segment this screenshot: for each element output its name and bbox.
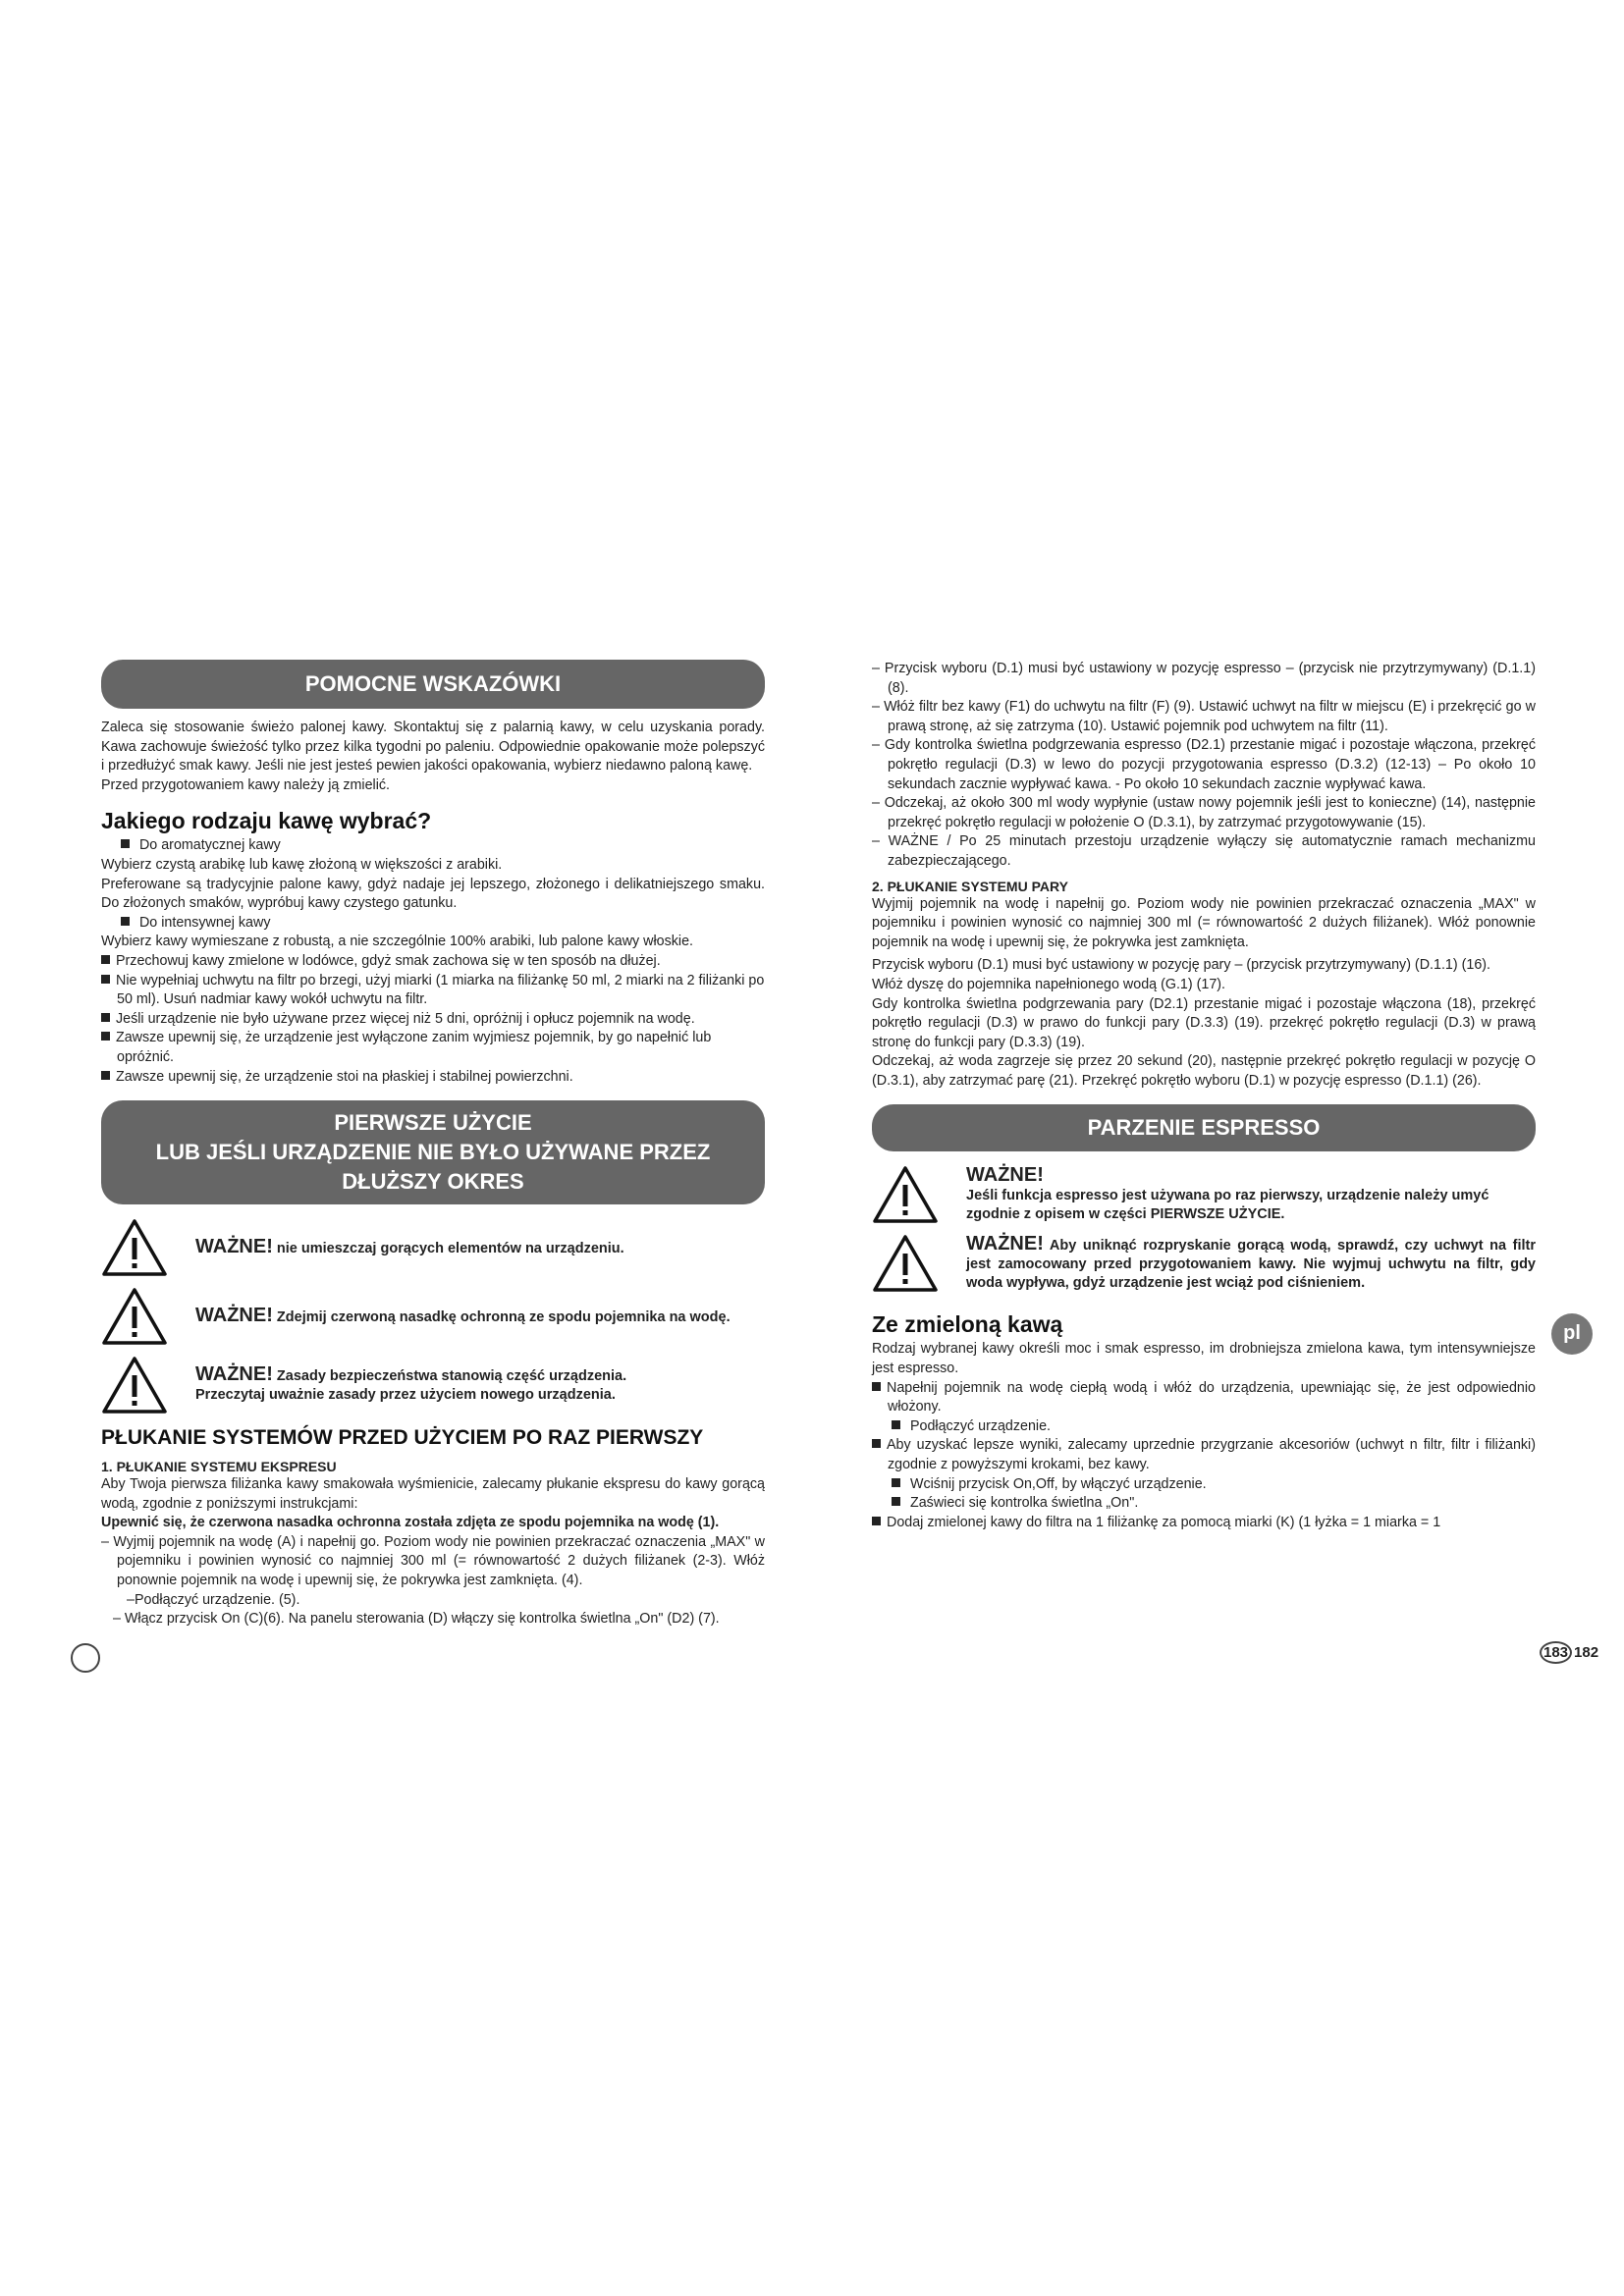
page-numbers	[1540, 1641, 1600, 1664]
ground-coffee-bullet-3: Dodaj zmielonej kawy do filtra na 1 filiżankę za pomocą miarki (K) (1 łyżka = 1 miarka = 1	[872, 1514, 1536, 1533]
espresso-warning-2	[872, 1234, 1536, 1293]
intense-paragraph-1: Wybierz kawy wymieszane z robustą, a nie szczególnie 100% arabiki, lub palone kawy włoskie.	[101, 934, 694, 950]
espresso-banner	[872, 1104, 1536, 1151]
square-bullet-icon	[892, 1497, 900, 1506]
ground-coffee-bullet-1: Napełnij pojemnik na wodę ciepłą wodą i włóż do urządzenia, upewniając się, że jest odpowiednio włożony.	[872, 1379, 1536, 1417]
tip-bullet: Jeśli urządzenie nie było używane przez więcej niż 5 dni, opróżnij i opłucz pojemnik na wodę.	[101, 1010, 765, 1030]
espresso-warning-text-1: WAŻNE! Jeśli funkcja espresso jest używana po raz pierwszy, urządzenie należy umyć zgodnie z opisem w części PIERWSZE UŻYCIE.	[966, 1163, 1489, 1222]
square-bullet-icon	[121, 917, 130, 926]
rinse-steam-heading: 2. PŁUKANIE SYSTEMU PARY	[872, 878, 1068, 894]
square-bullet-icon	[101, 1032, 110, 1041]
warning-triangle-icon	[101, 1287, 168, 1346]
left-column	[101, 660, 765, 1629]
rinse-steam-paragraph-2: Przycisk wyboru (D.1) musi być ustawiony w pozycję pary – (przycisk przytrzymywany) (D.1.1) (16).	[872, 957, 1490, 974]
espresso-step-2: – Włóż filtr bez kawy (F1) do uchwytu na filtr (F) (9). Ustawić uchwyt na filtr w miejscu (E) i przekręcić go w prawą stronę, aż się zatrzyma (10). Ustawić pojemnik pod uchwytem na filtr (11).	[872, 699, 1536, 734]
tip-bullet: Przechowuj kawy zmielone w lodówce, gdyż smak zachowa się w ten sposób na dłużej.	[101, 952, 765, 972]
rinse-espresso-paragraph: Aby Twoja pierwsza filiżanka kawy smakowała wyśmienicie, zalecamy płukanie ekspresu do kawy gorącą wodą, zgodnie z poniższymi instrukcjami:	[101, 1476, 765, 1512]
rinse-espresso-bold-note: Upewnić się, że czerwona nasadka ochronna została zdjęta ze spodu pojemnika na wodę (1).	[101, 1515, 720, 1531]
aromatic-paragraph-2: Preferowane są tradycyjnie palone kawy, gdyż nadaje jej lepszego, złożonego i delikatniejszego smaku. Do złożonych smaków, wypróbuj kawy czystego gatunku.	[101, 876, 765, 912]
rinse-espresso-step-3: – Włącz przycisk On (C)(6). Na panelu sterowania (D) włączy się kontrolka świetlna „On" (D2) (7).	[113, 1611, 720, 1628]
ground-coffee-bullet-2: Aby uzyskać lepsze wyniki, zalecamy uprzednie przygrzanie akcesoriów (uchwyt n filtr, filtr i filiżanki) zgodnie z powyższymi krokami, bez kawy.	[872, 1436, 1536, 1474]
rinse-espresso-step-2: –Podłączyć urządzenie. (5).	[127, 1591, 300, 1608]
espresso-warning-text-2: WAŻNE! Aby uniknąć rozpryskanie gorącą wodą, sprawdź, czy uchwyt na filtr jest zamocowany przed przygotowaniem kawy. Nie wyjmuj uchwytu na filtr, gdy woda wypływa, gdyż urządzenie jest wciąż pod ciśnieniem.	[966, 1232, 1536, 1291]
tips-banner	[101, 660, 765, 709]
espresso-step-4: – Odczekaj, aż około 300 ml wody wypłynie (ustaw nowy pojemnik jeśli jest to konieczne) (14), następnie przekręć pokrętło regulacji w położenie O (D.3.1), by zatrzymać przygotowywanie (15).	[872, 795, 1536, 830]
first-use-banner-line-1: PIERWSZE UŻYCIE	[334, 1110, 532, 1136]
aromatic-paragraph-1: Wybierz czystą arabikę lub kawę złożoną w większości z arabiki.	[101, 856, 503, 873]
tips-paragraph-1: Zaleca się stosowanie świeżo palonej kawy. Skontaktuj się z palarnią kawy, w celu uzyskania porady. Kawa zachowuje świeżość tylko przez kilka tygodni po paleniu. Odpowiednie opakowanie może polepszyć i przedłużyć smak kawy. Jeśli nie jest jesteś pewien jakości opakowania, wybierz niedawno paloną kawę.	[101, 720, 765, 774]
ground-coffee-sub-1: Podłączyć urządzenie.	[872, 1417, 1536, 1437]
rinse-steam-paragraph-4: Gdy kontrolka świetlna podgrzewania pary (D2.1) przestanie migać i pozostaje włączona (18), przekręć pokrętło regulacji (D.3) w prawo do funkcji pary (D.3.3) (19). przekręć pokrętło regulacji (D.3) w prawą stronę do funkcji pary (D.3.3) (19).	[872, 995, 1536, 1050]
page-number-right: 182	[1574, 1644, 1599, 1661]
rinse-steam-paragraph-3: Włóż dyszę do pojemnika napełnionego wodą (G.1) (17).	[872, 976, 1225, 992]
right-column	[872, 660, 1536, 1532]
square-bullet-icon	[101, 1013, 110, 1022]
square-bullet-icon	[101, 1071, 110, 1080]
warning-triangle-icon	[872, 1234, 939, 1293]
ground-coffee-paragraph: Rodzaj wybranej kawy określi moc i smak espresso, im drobniejsza zmielona kawa, tym intensywniejsze jest espresso.	[872, 1341, 1536, 1377]
tips-banner-title: POMOCNE WSKAZÓWKI	[304, 671, 562, 696]
first-use-banner	[101, 1100, 765, 1204]
intense-label: Do intensywnej kawy	[101, 914, 765, 934]
square-bullet-icon	[892, 1478, 900, 1487]
espresso-warning-1	[872, 1165, 1536, 1224]
warning-triangle-icon	[872, 1165, 939, 1224]
warning-triangle-icon	[101, 1218, 168, 1277]
square-bullet-icon	[101, 955, 110, 964]
rinse-steam-paragraph-1: Wyjmij pojemnik na wodę i napełnij go. Poziom wody nie powinien przekraczać oznaczenia „MAX" w pojemniku i powinien wynosić co najmniej 300 ml (= równowartość 2 dużych filiżanek). Włóż ponownie pojemnik na wodę i upewnij się, że pokrywka jest zamknięta.	[872, 895, 1536, 950]
square-bullet-icon	[872, 1439, 881, 1448]
first-use-banner-line-2: LUB JEŚLI URZĄDZENIE NIE BYŁO UŻYWANE PRZEZ	[155, 1140, 711, 1165]
warning-block-3	[101, 1356, 765, 1415]
warning-triangle-icon	[101, 1356, 168, 1415]
tips-paragraph-2: Przed przygotowaniem kawy należy ją zmielić.	[101, 776, 390, 793]
first-use-banner-line-3: DŁUŻSZY OKRES	[342, 1169, 524, 1195]
square-bullet-icon	[101, 975, 110, 984]
tip-bullet: Nie wypełniaj uchwytu na filtr po brzegi, użyj miarki (1 miarka na filiżankę 50 ml, 2 miarki na 2 filiżanki po 50 ml). Usuń nadmiar kawy wokół uchwytu na filtr.	[101, 972, 765, 1010]
warning-block-2	[101, 1287, 765, 1346]
language-tab: pl	[1551, 1313, 1593, 1355]
ground-coffee-heading: Ze zmieloną kawą	[872, 1311, 1063, 1338]
square-bullet-icon	[121, 839, 130, 848]
ground-coffee-sub-2: Wciśnij przycisk On,Off, by włączyć urządzenie.	[872, 1475, 1536, 1495]
warning-text-3: WAŻNE! Zasady bezpieczeństwa stanowią część urządzenia. Przeczytaj uważnie zasady przez użyciem nowego urządzenia.	[195, 1363, 627, 1404]
ground-coffee-sub-3: Zaświeci się kontrolka świetlna „On".	[872, 1494, 1536, 1514]
coffee-type-heading: Jakiego rodzaju kawę wybrać?	[101, 808, 432, 834]
rinse-steam-paragraph-5: Odczekaj, aż woda zagrzeje się przez 20 sekund (20), następnie przekręć pokrętło regulacji w pozycję O (D.3.1), aby zatrzymać parę (21). Przekręć pokrętło wyboru (D.1) w pozycję espresso (D.1.1) (26).	[872, 1053, 1536, 1089]
square-bullet-icon	[872, 1517, 881, 1525]
rinse-heading: PŁUKANIE SYSTEMÓW PRZED UŻYCIEM PO RAZ PIERWSZY	[101, 1426, 704, 1450]
tip-bullet: Zawsze upewnij się, że urządzenie stoi na płaskiej i stabilnej powierzchni.	[101, 1068, 765, 1088]
warning-text-1: WAŻNE! nie umieszczaj gorących elementów na urządzeniu.	[195, 1235, 624, 1257]
registration-circle	[71, 1643, 100, 1673]
rinse-espresso-heading: 1. PŁUKANIE SYSTEMU EKSPRESU	[101, 1459, 337, 1475]
warning-text-2: WAŻNE! Zdejmij czerwoną nasadkę ochronną ze spodu pojemnika na wodę.	[195, 1304, 731, 1326]
square-bullet-icon	[892, 1420, 900, 1429]
page-number-left: 183	[1540, 1641, 1572, 1664]
espresso-step-5: – WAŻNE / Po 25 minutach przestoju urządzenie wyłączy się automatycznie ramach mechanizmu zabezpieczającego.	[872, 833, 1536, 869]
rinse-espresso-step-1: – Wyjmij pojemnik na wodę (A) i napełnij go. Poziom wody nie powinien przekraczać oznaczenia „MAX" w pojemniku i powinien wynosić co najmniej 300 ml (= równowartość 2 dużych filiżanek (2-3). Włóż ponownie pojemnik na wodę i upewnij się, że pokrywka jest zamknięta. (4).	[101, 1533, 765, 1589]
espresso-step-1: – Przycisk wyboru (D.1) musi być ustawiony w pozycję espresso – (przycisk nie przytrzymywany) (D.1.1) (8).	[872, 661, 1536, 696]
tip-bullet: Zawsze upewnij się, że urządzenie jest wyłączone zanim wyjmiesz pojemnik, by go napełnić lub opróżnić.	[101, 1029, 765, 1067]
square-bullet-icon	[872, 1382, 881, 1391]
warning-block-1	[101, 1218, 765, 1277]
aromatic-label: Do aromatycznej kawy	[101, 836, 765, 856]
espresso-banner-title: PARZENIE ESPRESSO	[1087, 1115, 1321, 1141]
espresso-step-3: – Gdy kontrolka świetlna podgrzewania espresso (D2.1) przestanie migać i pozostaje włączona, przekręć pokrętło regulacji (D.3) w lewo do pozycji przygotowania espresso (D.3.2) (12-13) – Po około 10 sekundach zacznie wypływać kawa. - Po około 10 sekundach zacznie wypływać kawa.	[872, 737, 1536, 792]
